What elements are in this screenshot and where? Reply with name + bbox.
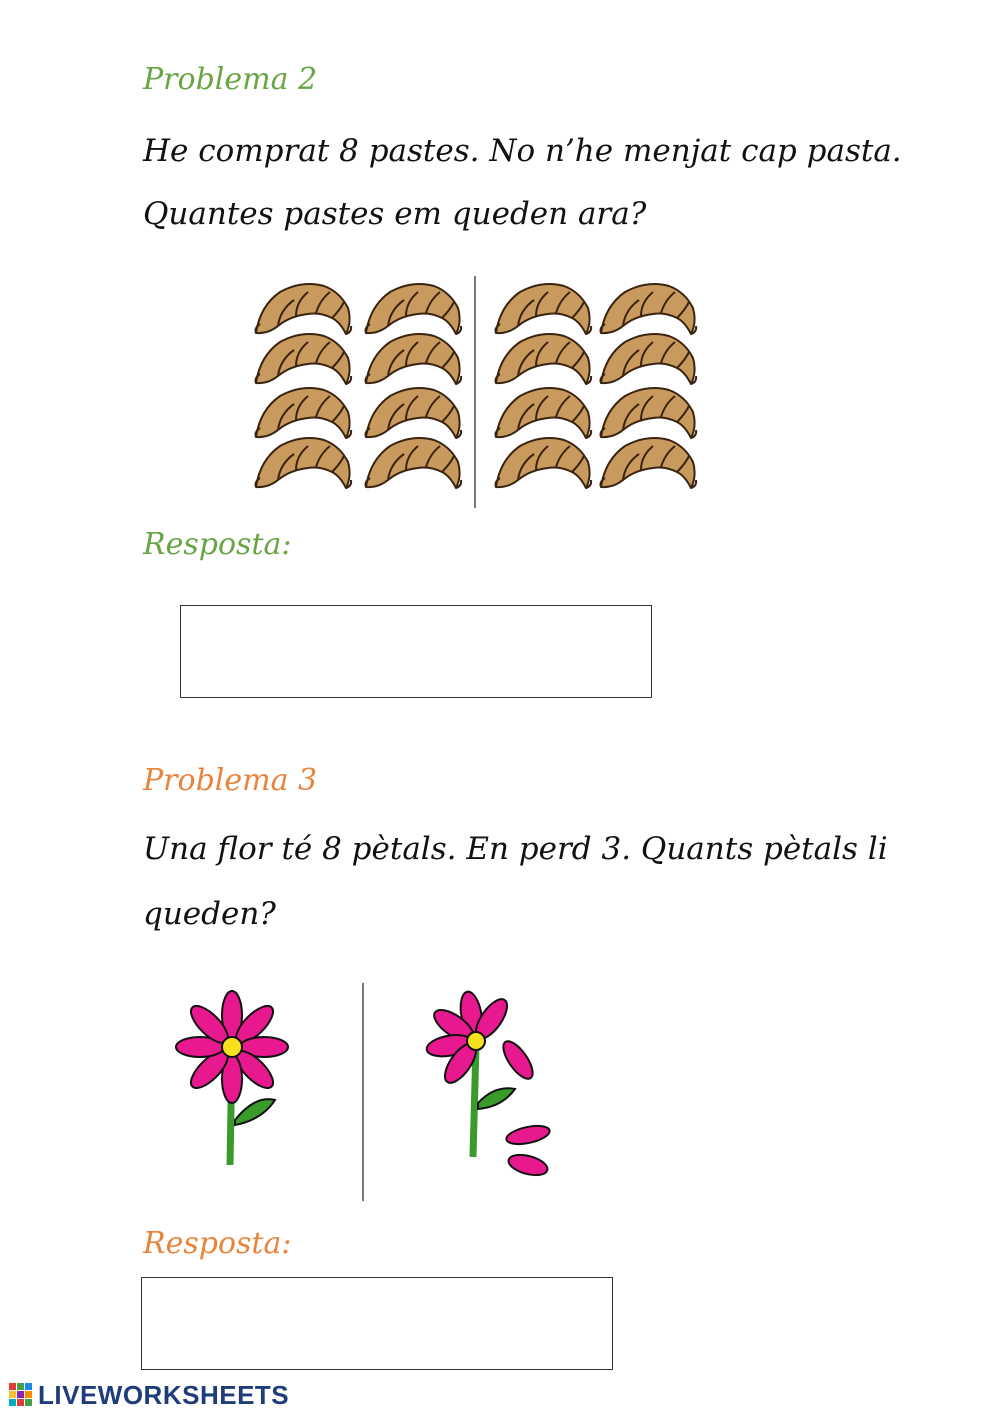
croissant-icon [360, 432, 465, 494]
problem2-text-line2: Quantes pastes em queden ara? [143, 196, 647, 232]
croissant-icon [595, 432, 700, 494]
croissant-divider [474, 276, 476, 508]
flower-losing-petals-icon [420, 985, 560, 1180]
problem3-text-line1: Una flor té 8 pètals. En perd 3. Quants pètals li [143, 831, 888, 867]
problem2-answer-box[interactable] [180, 605, 652, 698]
problem2-answer-label: Resposta: [143, 527, 292, 562]
problem3-answer-box[interactable] [141, 1277, 613, 1370]
croissant-icon [490, 328, 595, 390]
problem2-heading: Problema 2 [143, 62, 318, 97]
flower-divider [362, 983, 364, 1201]
croissant-icon [360, 328, 465, 390]
liveworksheets-logo-icon [8, 1382, 34, 1408]
problem3-text-line2: queden? [143, 896, 276, 932]
liveworksheets-logo-text: LIVEWORKSHEETS [38, 1379, 290, 1410]
croissant-icon [490, 432, 595, 494]
croissant-icon [595, 328, 700, 390]
problem2-text-line1: He comprat 8 pastes. No n’he menjat cap pasta. [143, 133, 902, 169]
problem3-heading: Problema 3 [143, 763, 318, 798]
liveworksheets-logo[interactable] [8, 1380, 289, 1410]
full-flower-icon [170, 985, 300, 1170]
croissant-icon [250, 328, 355, 390]
problem3-answer-label: Resposta: [143, 1226, 292, 1261]
croissant-icon [250, 432, 355, 494]
